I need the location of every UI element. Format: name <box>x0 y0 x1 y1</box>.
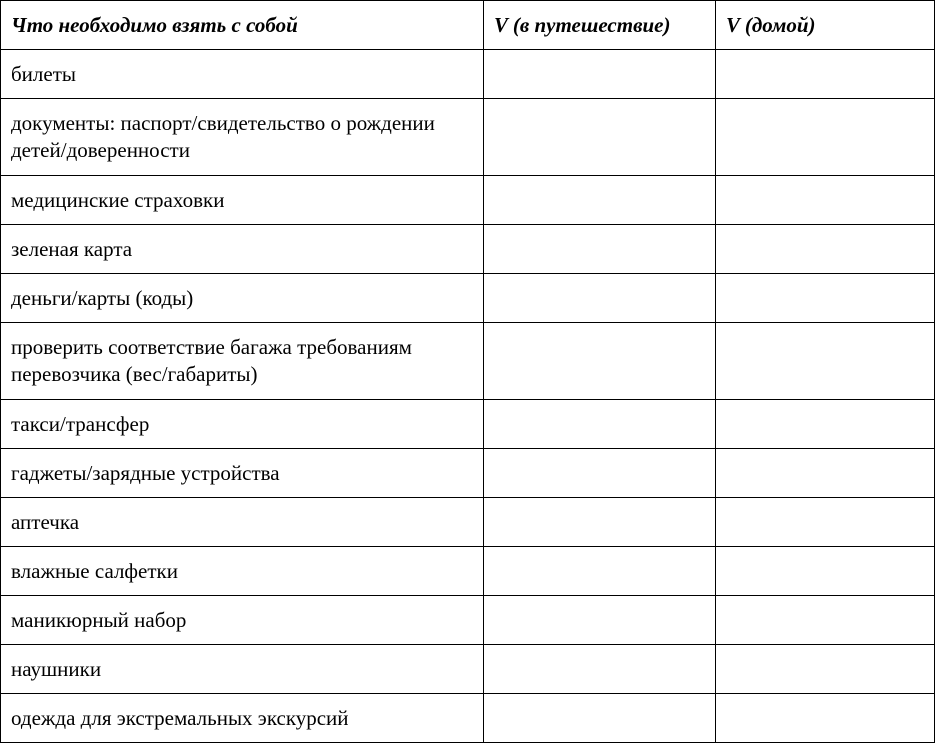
to-home-checkbox-cell[interactable] <box>716 449 935 498</box>
table-row <box>1 50 935 99</box>
table-row <box>1 225 935 274</box>
to-home-checkbox-cell[interactable] <box>716 99 935 176</box>
table-row <box>1 99 935 176</box>
to-home-checkbox-cell[interactable] <box>716 400 935 449</box>
to-home-checkbox-cell[interactable] <box>716 274 935 323</box>
to-trip-checkbox-cell[interactable] <box>484 596 716 645</box>
item-cell: маникюрный набор <box>1 596 484 645</box>
table-row <box>1 400 935 449</box>
to-trip-checkbox-cell[interactable] <box>484 694 716 743</box>
to-home-checkbox-cell[interactable] <box>716 225 935 274</box>
table-row <box>1 694 935 743</box>
header-to-trip: V (в путешествие) <box>484 1 716 50</box>
table-row <box>1 547 935 596</box>
table-row <box>1 449 935 498</box>
to-trip-checkbox-cell[interactable] <box>484 274 716 323</box>
table-row <box>1 176 935 225</box>
item-cell: медицинские страховки <box>1 176 484 225</box>
item-cell: зеленая карта <box>1 225 484 274</box>
to-trip-checkbox-cell[interactable] <box>484 645 716 694</box>
to-home-checkbox-cell[interactable] <box>716 50 935 99</box>
item-cell: такси/трансфер <box>1 400 484 449</box>
item-cell: гаджеты/зарядные устройства <box>1 449 484 498</box>
to-home-checkbox-cell[interactable] <box>716 498 935 547</box>
item-cell: деньги/карты (коды) <box>1 274 484 323</box>
to-trip-checkbox-cell[interactable] <box>484 225 716 274</box>
to-home-checkbox-cell[interactable] <box>716 176 935 225</box>
table-row <box>1 274 935 323</box>
item-cell: документы: паспорт/свидетельство о рождении детей/доверенности <box>1 99 484 176</box>
item-cell: билеты <box>1 50 484 99</box>
to-home-checkbox-cell[interactable] <box>716 694 935 743</box>
to-home-checkbox-cell[interactable] <box>716 547 935 596</box>
item-cell: аптечка <box>1 498 484 547</box>
table-row <box>1 596 935 645</box>
to-home-checkbox-cell[interactable] <box>716 645 935 694</box>
table-row <box>1 323 935 400</box>
to-trip-checkbox-cell[interactable] <box>484 99 716 176</box>
item-cell: влажные салфетки <box>1 547 484 596</box>
to-trip-checkbox-cell[interactable] <box>484 498 716 547</box>
table-header-row <box>1 1 935 50</box>
table-row <box>1 498 935 547</box>
to-trip-checkbox-cell[interactable] <box>484 547 716 596</box>
to-trip-checkbox-cell[interactable] <box>484 449 716 498</box>
header-to-home: V (домой) <box>716 1 935 50</box>
item-cell: проверить соответствие багажа требованиям перевозчика (вес/габариты) <box>1 323 484 400</box>
to-home-checkbox-cell[interactable] <box>716 596 935 645</box>
table-row <box>1 645 935 694</box>
to-trip-checkbox-cell[interactable] <box>484 323 716 400</box>
to-home-checkbox-cell[interactable] <box>716 323 935 400</box>
item-cell: наушники <box>1 645 484 694</box>
item-cell: одежда для экстремальных экскурсий <box>1 694 484 743</box>
to-trip-checkbox-cell[interactable] <box>484 50 716 99</box>
to-trip-checkbox-cell[interactable] <box>484 176 716 225</box>
to-trip-checkbox-cell[interactable] <box>484 400 716 449</box>
header-item: Что необходимо взять с собой <box>1 1 484 50</box>
